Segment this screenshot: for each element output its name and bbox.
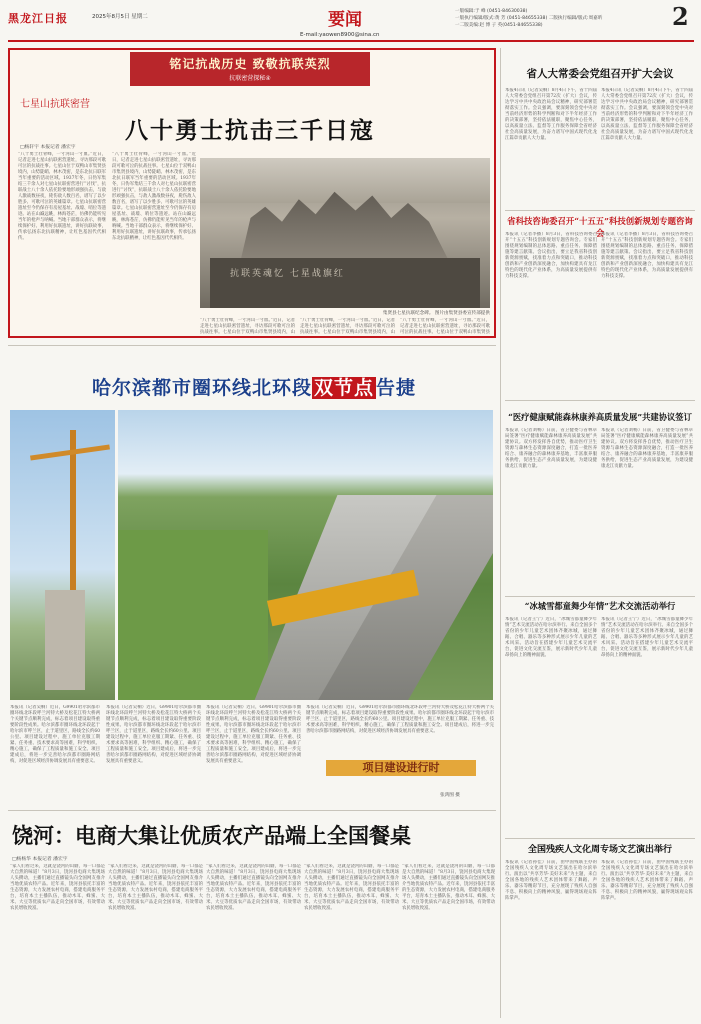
health-body-col1: 本报讯（记者刘畅）日前，省卫健委与省林草局签署“医疗健康赋能森林康养高质量发展”共建协议。双方将发挥各自优势，推动医疗卫生资源与森林生态资源深度融合，打造一批医养结合、康养融合的森林康养基地，丰富康养服务供给，促进生态产业高质量发展，为建设健康龙江贡献力量。 (505, 428, 597, 469)
series-banner-subtitle: 抗联密营探秘④ (229, 75, 271, 82)
masthead-rule (8, 40, 694, 42)
masthead-editors (455, 8, 655, 29)
rail-body-col3: 本报讯（记者吴桐）近日，G9901哈尔滨都市圈环线北环段呼兰河特大桥及松花江特大桥两个关键节点顺利完成，标志着项目建设取得重要阶段性成果。哈尔滨都市圈环线北环段起于哈尔滨市呼兰区，止于道里区，路线全长约60公里。项目建设过程中，施工单位克服工期紧、任务重、技术要求高等困难，科学组织、精心施工，确保了工程质量和施工安全。项目建成后，将进一步完善哈尔滨都市圈路网结构，对促进区域经济协调发展具有重要意义。 (206, 705, 301, 764)
section-divider (8, 345, 496, 346)
health-body-col2: 本报讯（记者刘畅）日前，省卫健委与省林草局签署“医疗健康赋能森林康养高质量发展”共建协议。双方将发挥各自优势，推动医疗卫生资源与森林生态资源深度融合，打造一批医养结合、康养融合的森林康养基地，丰富康养服务供给，促进生态产业高质量发展，为建设健康龙江贡献力量。 (601, 428, 693, 469)
rail-body-col1: 本报讯（记者吴桐）近日，G9901哈尔滨都市圈环线北环段呼兰河特大桥及松花江特大桥两个关键节点顺利完成，标志着项目建设取得重要阶段性成果。哈尔滨都市圈环线北环段起于哈尔滨市呼兰区，止于道里区，路线全长约60公里。项目建设过程中，施工单位克服工期紧、任务重、技术要求高等困难，科学组织、精心施工，确保了工程质量和施工安全。项目建成后，将进一步完善哈尔滨都市圈路网结构，对促进区域经济协调发展具有重要意义。 (10, 705, 100, 764)
rail-headline (12, 373, 496, 400)
disability-headline: 全国残疾人文化周专场文艺演出举行 (527, 845, 672, 855)
page-number: 2 (672, 2, 689, 31)
bridge-aerial-photo (118, 410, 493, 700)
lead-byline: □杨轩宇 本报记者 潘宏宇 (20, 145, 76, 150)
tech-body-col1: 本报讯（记者李播）8月3日，省科技咨询委召开“十五五”科技创新规划专题咨询会。专家们围绕规划编制的总体思路、重点任务、保障措施等建言献策。会议指出，要立足我省科技创新资源禀赋，找准着力点和突破口，推动科技创新和产业创新深度融合，加快构建具有龙江特色的现代化产业体系，为高质量发展提供有力科技支撑。 (505, 232, 597, 279)
disability-body-col2: 本报讯（记者孙佳）日前，由中国残联主办的全国残疾人文化周专场文艺演出在哈尔滨举行。演出以“共享芳华·美好未来”为主题，来自全国各地的残疾人艺术团体带来了舞蹈、声乐、器乐等精彩节目，充分展现了残疾人自强不息、积极向上的精神风貌，赢得现场观众阵阵掌声。 (601, 860, 693, 901)
section-divider (505, 210, 695, 211)
rail-headline-part1: 哈尔滨都市圈环线北环段 (91, 377, 312, 399)
tech-headline: 省科技咨询委召开“十五五”科技创新规划专题咨询会 (507, 216, 693, 238)
masthead-logo: 黑龙江日报 (8, 12, 68, 25)
ecommerce-headline: 饶河：电商大集让优质农产品端上全国餐桌 (12, 823, 411, 848)
project-banner-label: 项目建设进行时 (362, 761, 440, 774)
project-banner (326, 760, 476, 776)
art-body-col1: 本报讯（记者王宁）近日，“冰城雪都童舞少年情”艺术交流活动在哈尔滨举行。来自全国多个省份的少年儿童艺术团体齐聚冰城，通过舞蹈、合唱、器乐等多种形式展示少年儿童的艺术风采。活动旨在搭建少年儿童艺术交流平台，促进文化交流互鉴，展示新时代少年儿童昂扬向上的精神面貌。 (505, 617, 597, 658)
monument-photo (200, 158, 490, 308)
npc-body-col2: 本报4日讯（记者吴桐）8月4日下午，省十四届人大常委会党组召开第72次（扩大）会议，传达学习中共中央政治局会议精神，研究部署贯彻落实工作。会议强调，要深刻领会党中央对当前经济形势的科学判断和对下半年经济工作的决策部署，坚持依法履职，聚焦中心任务，以高质量立法、监督等工作服务保障全省经济社会高质量发展，为奋力谱写中国式现代化龙江篇章贡献人大力量。 (601, 88, 693, 141)
lead-body-col4: “八十勇士壮骨峰，一寸河山一寸血。”近日，记者走进七星山抗联密营遗址，寻访那段可歌可泣的抗战往事。七星山位于双鸭山市集贤县境内，山 (300, 318, 395, 334)
masthead-date: 2025年8月5日 星期二 (92, 14, 148, 20)
npc-headline: 省人大常委会党组召开扩大会议 (526, 68, 674, 80)
art-body-col2: 本报讯（记者王宁）近日，“冰城雪都童舞少年情”艺术交流活动在哈尔滨举行。来自全国多个省份的少年儿童艺术团体齐聚冰城，通过舞蹈、合唱、器乐等多种形式展示少年儿童的艺术风采。活动旨在搭建少年儿童艺术交流平台，促进文化交流互鉴，展示新时代少年儿童昂扬向上的精神面貌。 (601, 617, 693, 658)
rail-body-col4: 本报讯（记者吴桐）近日，G9901哈尔滨都市圈环线北环段呼兰河特大桥及松花江特大桥两个关键节点顺利完成，标志着项目建设取得重要阶段性成果。哈尔滨都市圈环线北环段起于哈尔滨市呼兰区，止于道里区，路线全长约60公里。项目建设过程中，施工单位克服工期紧、任务重、技术要求高等困难，科学组织、精心施工，确保了工程质量和施工安全。项目建成后，将进一步完善哈尔滨都市圈路网结构，对促进区域经济协调发展具有重要意义。 (306, 705, 494, 734)
section-divider (505, 838, 695, 839)
section-divider (8, 810, 496, 811)
ecommerce-body-col1: “家人们看过来，这就是饶河的山蘑，每一口都是大自然的味道！”8月3日，饶河县电商大集现场人头攒动，主播们通过直播镜头向全国网友推介当地优质农特产品。近年来，饶河县依托丰富的生态资源，大力发展农村电商，搭建电商服务平台，培育本土主播队伍，推动木耳、蜂蜜、大米、大豆等优质农产品走向全国市场，有效带动农民增收致富。 (10, 864, 105, 911)
monument-photo-caption: 集贤县七星抗联纪念碑。 图片由集贤县委宣传部提供 (382, 311, 490, 316)
lead-body-col1: “八十勇士壮骨峰，一寸河山一寸血。”近日，记者走进七星山抗联密营遗址，寻访那段可歌可泣的抗战往事。七星山位于双鸭山市集贤县境内，山势陡峭、林木茂密，是东北抗日联军当年重要的活动区域。1937年冬，日伪军集结三千余人对七星山抗联密营进行“讨伐”，抗联战士八十余人依托险要地形顽强抗击，与敌人激战数昼夜，毙伤敌人数百名，谱写了以少胜多、可歌可泣的英雄篇章。七星山抗联密营遗址至今仍保存有房屋基址、战壕、哨位等遗迹。站在山巅远眺，林海苍茫，仿佛仍能听见当年的枪声与呐喊。当地干部群众表示，将继续保护好、利用好抗联遗址，讲好抗联故事，传承弘扬东北抗联精神，让红色基因代代相传。 (18, 152, 106, 241)
tech-body-col2: 本报讯（记者李播）8月3日，省科技咨询委召开“十五五”科技创新规划专题咨询会。专家们围绕规划编制的总体思路、重点任务、保障措施等建言献策。会议指出，要立足我省科技创新资源禀赋，找准着力点和突破口，推动科技创新和产业创新深度融合，加快构建具有龙江特色的现代化产业体系，为高质量发展提供有力科技支撑。 (601, 232, 693, 279)
section-divider (505, 400, 695, 401)
rail-headline-highlight: 双节点 (313, 377, 374, 399)
lead-body-col2: “八十勇士壮骨峰，一寸河山一寸血。”近日，记者走进七星山抗联密营遗址，寻访那段可歌可泣的抗战往事。七星山位于双鸭山市集贤县境内，山势陡峭、林木茂密，是东北抗日联军当年重要的活动区域。1937年冬，日伪军集结三千余人对七星山抗联密营进行“讨伐”，抗联战士八十余人依托险要地形顽强抗击，与敌人激战数昼夜，毙伤敌人数百名，谱写了以少胜多、可歌可泣的英雄篇章。七星山抗联密营遗址至今仍保存有房屋基址、战壕、哨位等遗迹。站在山巅远眺，林海苍茫，仿佛仍能听见当年的枪声与呐喊。当地干部群众表示，将继续保护好、利用好抗联遗址，讲好抗联故事，传承弘扬东北抗联精神，让红色基因代代相传。 (112, 152, 196, 241)
lead-kicker: 七星山抗联密营 (20, 99, 90, 110)
lead-headline: 八十勇士抗击三千日寇 (125, 117, 375, 144)
editor-line: 一版执行编辑/版式:黄 芳 (0451-84655338) 二版执行编辑/版式:周嘉昕 (455, 16, 603, 21)
masthead-email: E-mail:yaowen8900@sina.cn (300, 32, 380, 38)
ecommerce-body-col3: “家人们看过来，这就是饶河的山蘑，每一口都是大自然的味道！”8月3日，饶河县电商大集现场人头攒动，主播们通过直播镜头向全国网友推介当地优质农特产品。近年来，饶河县依托丰富的生态资源，大力发展农村电商，搭建电商服务平台，培育本土主播队伍，推动木耳、蜂蜜、大米、大豆等优质农产品走向全国市场，有效带动农民增收致富。 (206, 864, 301, 911)
section-title: 要闻 (328, 10, 362, 30)
column-divider (500, 48, 501, 1018)
section-divider (505, 596, 695, 597)
ecommerce-body-col5: “家人们看过来，这就是饶河的山蘑，每一口都是大自然的味道！”8月3日，饶河县电商大集现场人头攒动，主播们通过直播镜头向全国网友推介当地优质农特产品。近年来，饶河县依托丰富的生态资源，大力发展农村电商，搭建电商服务平台，培育本土主播队伍，推动木耳、蜂蜜、大米、大豆等优质农产品走向全国市场，有效带动农民增收致富。 (402, 864, 495, 911)
lead-body-col3: “八十勇士壮骨峰，一寸河山一寸血。”近日，记者走进七星山抗联密营遗址，寻访那段可歌可泣的抗战往事。七星山位于双鸭山市集贤县境内，山 (200, 318, 295, 334)
editor-line: 一二版美编:赵 博 子 英(0451-84655338) (455, 23, 543, 28)
ecommerce-body-col4: “家人们看过来，这就是饶河的山蘑，每一口都是大自然的味道！”8月3日，饶河县电商大集现场人头攒动，主播们通过直播镜头向全国网友推介当地优质农特产品。近年来，饶河县依托丰富的生态资源，大力发展农村电商，搭建电商服务平台，培育本土主播队伍，推动木耳、蜂蜜、大米、大豆等优质农产品走向全国市场，有效带动农民增收致富。 (304, 864, 399, 911)
npc-body-col1: 本报4日讯（记者吴桐）8月4日下午，省十四届人大常委会党组召开第72次（扩大）会议，传达学习中共中央政治局会议精神，研究部署贯彻落实工作。会议强调，要深刻领会党中央对当前经济形势的科学判断和对下半年经济工作的决策部署，坚持依法履职，聚焦中心任务，以高质量立法、监督等工作服务保障全省经济社会高质量发展，为奋力谱写中国式现代化龙江篇章贡献人大力量。 (505, 88, 597, 141)
lead-body-col5: “八十勇士壮骨峰，一寸河山一寸血。”近日，记者走进七星山抗联密营遗址，寻访那段可歌可泣的抗战往事。七星山位于双鸭山市集贤县 (400, 318, 490, 334)
rail-headline-part2: 告捷 (376, 377, 417, 399)
art-headline: “冰城雪都童舞少年情”艺术交流活动举行 (524, 601, 676, 611)
health-headline: “医疗健康赋能森林康养高质量发展”共建协议签订 (508, 412, 692, 422)
disability-body-col1: 本报讯（记者孙佳）日前，由中国残联主办的全国残疾人文化周专场文艺演出在哈尔滨举行。演出以“共享芳华·美好未来”为主题，来自全国各地的残疾人艺术团体带来了舞蹈、声乐、器乐等精彩节目，充分展现了残疾人自强不息、积极向上的精神风貌，赢得现场观众阵阵掌声。 (505, 860, 597, 901)
ecommerce-body-col2: “家人们看过来，这就是饶河的山蘑，每一口都是大自然的味道！”8月3日，饶河县电商大集现场人头攒动，主播们通过直播镜头向全国网友推介当地优质农特产品。近年来，饶河县依托丰富的生态资源，大力发展农村电商，搭建电商服务平台，培育本土主播队伍，推动木耳、蜂蜜、大米、大豆等优质农产品走向全国市场，有效带动农民增收致富。 (108, 864, 203, 911)
monument-engraving: 抗联英魂忆 七星战旗红 (230, 269, 345, 279)
crane-photo (10, 410, 115, 700)
rail-photo-credit: 张鸿图 摄 (440, 793, 460, 798)
series-banner-title: 铭记抗战历史 致敬抗联英烈 (169, 57, 331, 71)
rail-body-col2: 本报讯（记者吴桐）近日，G9901哈尔滨都市圈环线北环段呼兰河特大桥及松花江特大桥两个关键节点顺利完成，标志着项目建设取得重要阶段性成果。哈尔滨都市圈环线北环段起于哈尔滨市呼兰区，止于道里区，路线全长约60公里。项目建设过程中，施工单位克服工期紧、任务重、技术要求高等困难，科学组织、精心施工，确保了工程质量和施工安全。项目建成后，将进一步完善哈尔滨都市圈路网结构，对促进区域经济协调发展具有重要意义。 (106, 705, 201, 764)
editor-line: 一版编辑:于 峰 (0451-84630038) (455, 9, 528, 14)
ecommerce-byline: □杨杨华 本报记者 潘宏宇 (12, 857, 68, 862)
